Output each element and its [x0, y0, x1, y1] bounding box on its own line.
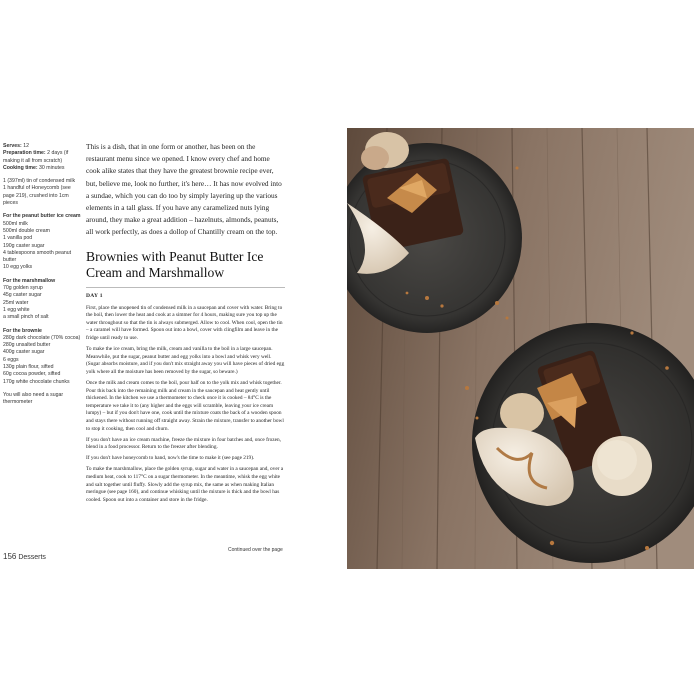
method-paragraph: First, place the unopened tin of condensed milk in a saucepan and cover with water. Bring to the boil, then lower the heat and cook at a simmer for 4 hours, making sure you top up the water throughout so that the tin is always submerged. Allow to cool. When cool, open the tin – a caramel will have formed. Spoon out into a bowl, cover with clingfilm and leave in the fridge until ready to use.: [86, 304, 283, 341]
title-divider: [86, 287, 285, 288]
photo-illustration: [347, 128, 694, 569]
method-paragraph: To make the ice cream, bring the milk, cream and vanilla to the boil in a large saucepan. Meanwhile, put the sugar, peanut butter and egg yolks into a bowl and whisk very well. (Sugar absorbs moisture, and if you don't mix straight away you will have pieces of dried egg yolk where all the moisture has been removed by the sugar, so beware.): [86, 346, 285, 375]
ingredient-item: 170g white chocolate chunks: [3, 378, 70, 385]
serves-line: Serves: 12: [3, 143, 29, 149]
dessert-photo: [347, 128, 694, 569]
recipe-title: Brownies with Peanut Butter Ice Cream and Marshmallow: [86, 249, 264, 280]
ingredient-item: 45g caster sugar: [3, 292, 42, 299]
cook-time-line: Cooking time: 30 minutes: [3, 164, 65, 171]
ingredient-item: 4 tablespoons smooth peanut butter: [3, 249, 72, 264]
marshmallow-heading: For the marshmallow: [3, 277, 56, 284]
day-label: DAY 1: [86, 293, 103, 299]
ice-cream-heading: For the peanut butter ice cream: [3, 213, 81, 220]
ingredient-item: 10 egg yolks: [3, 264, 33, 271]
equipment-note: You will also need a sugar thermometer: [3, 391, 64, 406]
ingredient-item: 6 eggs: [3, 356, 19, 363]
ingredient-item: 70g golden syrup: [3, 285, 43, 292]
method-text: [86, 293, 285, 508]
recipe-sidebar: [3, 143, 81, 407]
ingredient-item: 280g dark chocolate (70% cocoa): [3, 334, 81, 341]
ingredient-item: 1 handful of Honeycomb (see page 219), crushed into 1cm pieces: [3, 185, 71, 207]
ingredient-item: 60g cocoa powder, sifted: [3, 371, 61, 378]
ingredient-item: 500ml double cream: [3, 227, 51, 234]
continued-note: Continued over the page: [228, 547, 283, 553]
ingredient-item: a small pinch of salt: [3, 314, 49, 321]
method-paragraph: To make the marshmallow, place the golden syrup, sugar and water in a saucepan and, over a medium heat, cook to 117°C on a sugar thermometer. In the meantime, whisk the egg white and salt together until fluffy. Slowly add the syrup mix, the same as when making Italian meringue (see page 160), and continue whisking until the mixture is thick and the bowl has cooled. Spoon out into a container and store in the fridge.: [86, 466, 284, 503]
ingredient-item: 280g unsalted butter: [3, 342, 51, 349]
method-paragraph: Once the milk and cream comes to the boil, pour half on to the yolk mix and whisk together. Pour this back into the remaining milk and cream in the saucepan and heat gently until thickened. In the kitchen we use a thermometer to check once it is cooked – 84°C is the temperature we take it to (any higher and the eggs will scramble, leaving your ice cream lumpy) – but if you don't have one, cook until the mixture coats the back of a wooden spoon and stays there without running off straight away. Strain the mixture, transfer to another bowl to stop it cooking, then cool and churn.: [86, 379, 284, 432]
ingredient-item: 500ml milk: [3, 220, 28, 227]
ingredient-item: 25ml water: [3, 299, 29, 306]
method-paragraph: If you don't have an ice cream machine, freeze the mixture in four batches and, once frozen, blend in a food processor. Return to the freezer after blending.: [86, 436, 281, 451]
ingredient-item: 130g plain flour, sifted: [3, 364, 54, 371]
prep-time-line: Preparation time: 2 days (if making it all from scratch): [3, 150, 69, 164]
ingredient-item: 400g caster sugar: [3, 349, 45, 356]
ingredient-item: 1 vanilla pod: [3, 235, 33, 242]
page-number: 156: [3, 552, 17, 561]
ingredient-item: 1 egg white: [3, 306, 30, 313]
ingredient-item: 1 (397ml) tin of condensed milk: [3, 178, 76, 185]
page-footer: [3, 552, 46, 561]
brownie-heading: For the brownie: [3, 327, 42, 334]
method-paragraph: If you don't have honeycomb to hand, now's the time to make it (see page 219).: [86, 455, 255, 462]
intro-paragraph: This is a dish, that in one form or another, has been on the restaurant menu since we opened. I know every chef and home cook alike states that they have the greatest brownie recipe ever, but, believe me, look no further, it's here… It has now evolved into a sundae, which you can do too by simply layering up the various elements in a tall glass. If you have any caramelized nuts lying around, they make a great addition – hazelnuts, almonds, peanuts, all work perfectly, as does a dollop of Chantilly cream on the top.: [86, 142, 282, 237]
ingredient-item: 190g caster sugar: [3, 242, 45, 249]
section-name: Desserts: [18, 554, 46, 561]
